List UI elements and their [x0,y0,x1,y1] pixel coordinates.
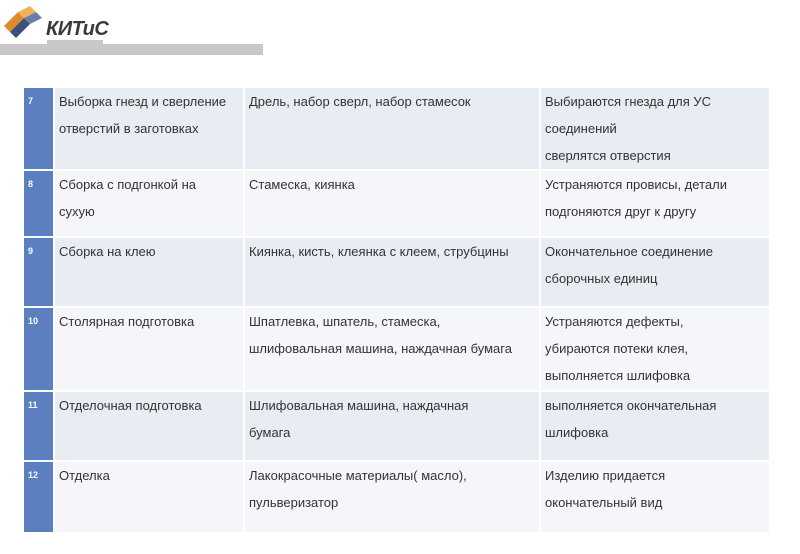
table-row [23,87,770,170]
logo-text: КИТиС [46,18,109,40]
operation-cell-line: Сборка с подгонкой на [59,177,197,192]
company-logo [0,0,120,50]
result-cell-line: шлифовка [545,425,609,440]
result-cell [540,461,770,533]
tools-cell-line: Лакокрасочные материалы( масло), [249,468,467,483]
operation-cell-line: Столярная подготовка [59,314,195,329]
row-number: 10 [23,307,54,391]
table-row [23,391,770,461]
tools-cell-line: Шпатлевка, шпатель, стамеска, [249,314,441,329]
tools-cell-line: Стамеска, киянка [249,177,355,192]
tools-cell-line: бумага [249,425,291,440]
operation-cell [54,87,244,170]
row-number: 8 [23,170,54,237]
tools-cell [244,237,540,307]
header-bar [0,44,263,55]
tools-cell [244,461,540,533]
result-cell-line: подгоняются друг к другу [545,204,697,219]
row-number: 7 [23,87,54,170]
row-number: 9 [23,237,54,307]
result-cell [540,237,770,307]
operation-cell [54,307,244,391]
operation-cell [54,170,244,237]
result-cell-line: Изделию придается [545,468,666,483]
result-cell-line: сборочных единиц [545,271,658,286]
result-cell-line: выполняется окончательная [545,398,717,413]
result-cell-line: окончательный вид [545,495,663,510]
tools-cell-line: Киянка, кисть, клеянка с клеем, струбцины [249,244,509,259]
result-cell-line: сверлятся отверстия [545,148,671,163]
operation-cell [54,391,244,461]
operation-cell-line: Сборка на клею [59,244,156,259]
result-cell-line: Устраняются дефекты, [545,314,684,329]
table-row [23,170,770,237]
operation-cell-line: Отделочная подготовка [59,398,202,413]
logo-diamond-icon [0,4,46,48]
operation-cell [54,461,244,533]
table-row [23,307,770,391]
tools-cell [244,307,540,391]
result-cell [540,87,770,170]
result-cell-line: Устраняются провисы, детали [545,177,727,192]
result-cell-line: выполняется шлифовка [545,368,691,383]
operation-cell-line: Отделка [59,468,110,483]
result-cell [540,170,770,237]
result-cell-line: соединений [545,121,617,136]
result-cell-line: Выбираются гнезда для УС [545,94,712,109]
table-row [23,237,770,307]
operation-cell [54,237,244,307]
operation-cell-line: Выборка гнезд и сверление [59,94,227,109]
result-cell-line: убираются потеки клея, [545,341,689,356]
tools-cell-line: пульверизатор [249,495,339,510]
tools-cell [244,391,540,461]
result-cell-line: Окончательное соединение [545,244,714,259]
result-cell [540,391,770,461]
tools-cell [244,87,540,170]
operation-cell-line: сухую [59,204,95,219]
tools-cell [244,170,540,237]
process-table [22,86,769,534]
operation-cell-line: отверстий в заготовках [59,121,199,136]
row-number: 11 [23,391,54,461]
table-row [23,461,770,533]
result-cell [540,307,770,391]
tools-cell-line: шлифовальная машина, наждачная бумага [249,341,512,356]
row-number: 12 [23,461,54,533]
tools-cell-line: Дрель, набор сверл, набор стамесок [249,94,471,109]
tools-cell-line: Шлифовальная машина, наждачная [249,398,469,413]
